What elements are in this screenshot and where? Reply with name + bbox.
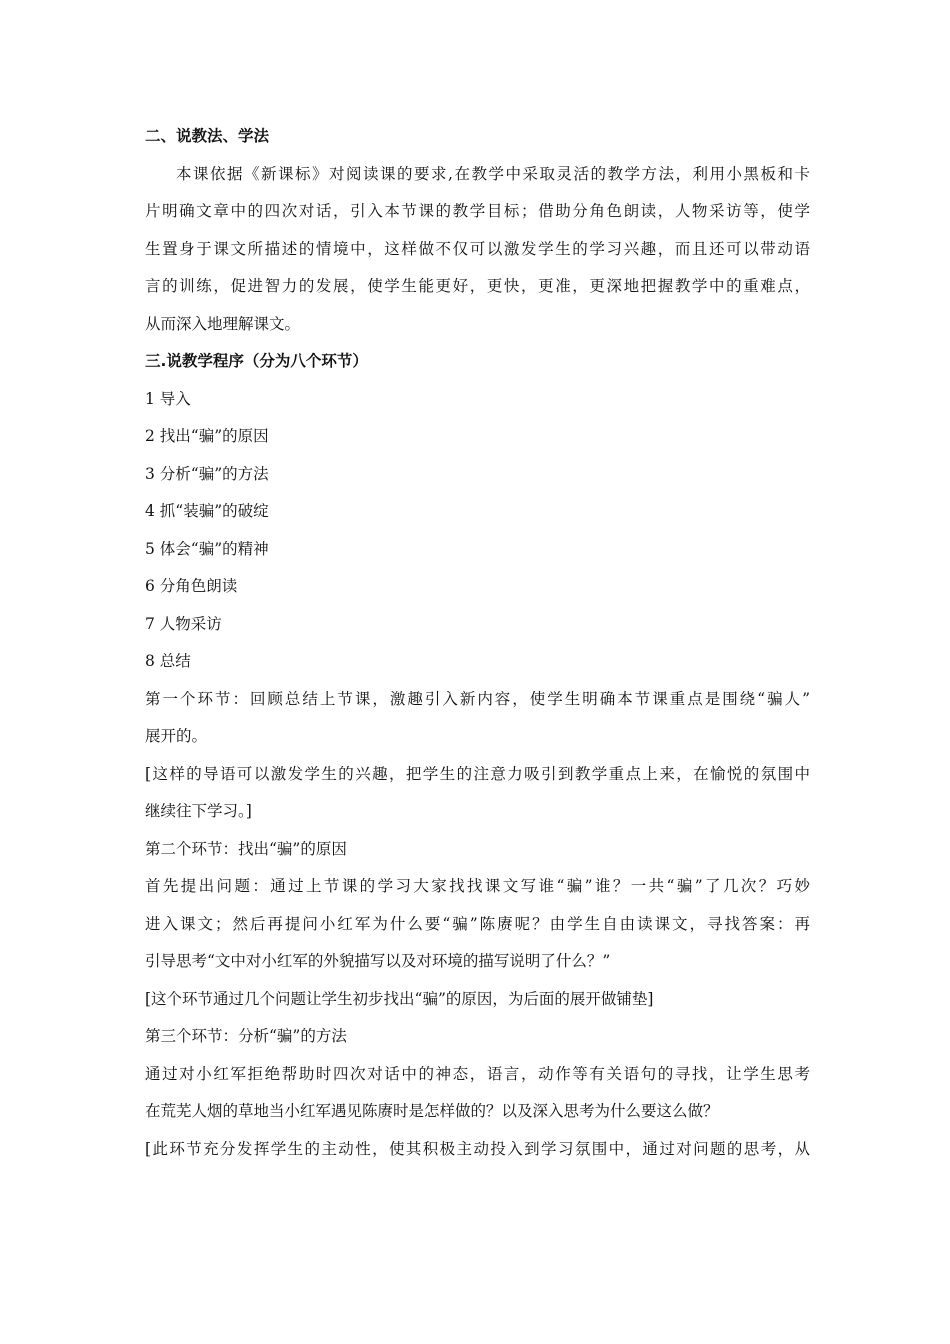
body-line: 在荒芜人烟的草地当小红军遇见陈赓时是怎样做的？以及深入思考为什么要这么做？ [145,1102,719,1120]
document-content [145,118,810,1168]
paragraph-line: 本课依据《新课标》对阅读课的要求,在教学中采取灵活的教学方法，利用小黑板和卡 [176,164,810,183]
section-heading-teaching-methods: 二、说教法、学法 [145,127,270,145]
paragraph-line: 生置身于课文所描述的情境中，这样做不仅可以激发学生的学习兴趣，而且还可以带动语 [145,239,810,258]
step-list-item: 6 分角色朗读 [145,577,238,595]
body-line: 展开的。 [145,727,208,745]
paragraph-line: 片明确文章中的四次对话，引入本节课的教学目标；借助分角色朗读，人物采访等，使学 [145,202,810,220]
paragraph-line: 从而深入地理解课文。 [145,314,301,333]
body-line: [这个环节通过几个问题让学生初步找出“骗”的原因，为后面的展开做铺垫] [145,989,654,1008]
body-line: 继续往下学习。] [145,802,252,820]
step-list-item: 8 总结 [145,652,191,670]
body-line: 引导思考“文中对小红军的外貌描写以及对环境的描写说明了什么？” [145,952,611,970]
body-line: 第一个环节：回顾总结上节课，激趣引入新内容，使学生明确本节课重点是围绕“骗人” [145,689,810,708]
body-line: 第三个环节：分析“骗”的方法 [145,1027,347,1045]
step-list-item: 5 体会“骗”的精神 [145,539,269,558]
step-list-item: 3 分析“骗”的方法 [145,464,269,483]
body-line: 首先提出问题：通过上节课的学习大家找找课文写谁“骗”谁？一共“骗”了几次？巧妙 [145,877,810,895]
step-list-item: 7 人物采访 [145,614,222,633]
body-line: 第二个环节：找出“骗”的原因 [145,839,347,858]
step-list-item: 4 抓“装骗”的破绽 [145,502,269,520]
section-heading-teaching-procedure: 三.说教学程序（分为八个环节） [145,352,368,370]
body-line: 通过对小红军拒绝帮助时四次对话中的神态，语言，动作等有关语句的寻找，让学生思考 [145,1064,810,1083]
step-list-item: 1 导入 [145,389,191,408]
body-line: 进入课文；然后再提问小红军为什么要“骗”陈赓呢？由学生自由读课文，寻找答案：再 [145,914,810,933]
body-line: [这样的导语可以激发学生的兴趣，把学生的注意力吸引到教学重点上来，在愉悦的氛围中 [145,764,810,783]
step-list-item: 2 找出“骗”的原因 [145,427,269,445]
paragraph-line: 言的训练，促进智力的发展，使学生能更好，更快，更准，更深地把握教学中的重难点， [145,277,810,295]
body-line: [此环节充分发挥学生的主动性，使其积极主动投入到学习氛围中，通过对问题的思考，从 [145,1139,810,1158]
